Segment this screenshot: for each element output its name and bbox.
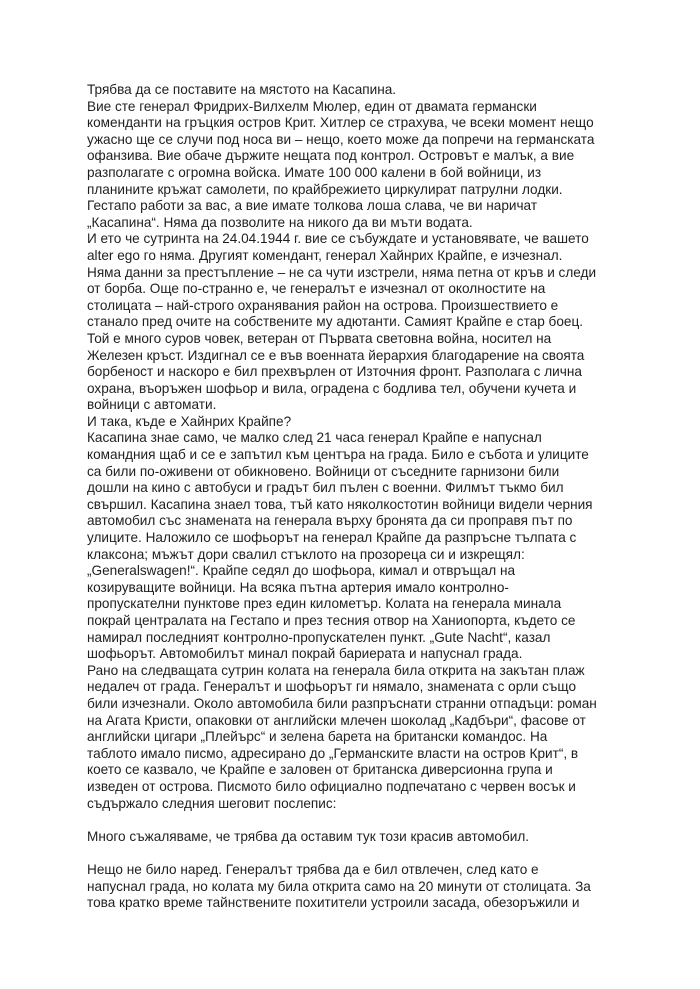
text-line: покрай централата на Гестапо и през тесния отвор на Ханиопорта, където се: [87, 613, 576, 628]
text-line: Много съжаляваме, че трябва да оставим тук този красив автомобил.: [87, 828, 530, 844]
text-line: ужасно ще се случи под носа ви – нещо, което може да попречи на германската: [87, 131, 595, 147]
document-body: [87, 82, 617, 912]
text-line: от борба. Още по-странно е, че генералът е изчезнал от околностите на: [87, 281, 546, 297]
text-line: свършил. Касапина знаел това, тъй като няколкостотин войници видели черния: [87, 496, 593, 512]
text-line: дошли на кино с автобуси и градът бил пълен с военни. Филмът тъкмо бил: [87, 480, 564, 496]
text-line: станало пред очите на собствените му адютанти. Самият Крайпе е стар боец.: [87, 314, 584, 330]
text-line: Нещо не било наред. Генералът трябва да е бил отвлечен, след като е: [87, 861, 539, 877]
text-line: „Generalswagen!“. Крайпе седял до шофьора, кимал и отвръщал на: [87, 563, 516, 579]
text-line: Гестапо работи за вас, а вие имате толкова лоша слава, че ви наричат: [87, 198, 538, 214]
text-line: Вие сте генерал Фридрих-Вилхелм Мюлер, един от двамата германски: [87, 98, 537, 114]
text-line: Касапина знае само, че малко след 21 часа генерал Крайпе е напуснал: [87, 430, 542, 446]
text-line: козируващите войници. На всяка пътна артерия имало контролно-: [87, 579, 509, 595]
paragraph-gap: [87, 845, 617, 862]
text-line: Той е много суров човек, ветеран от Първата световна война, носител на: [87, 330, 552, 346]
paragraph-main: [87, 82, 617, 812]
text-line: охрана, въоръжен шофьор и вила, оградена с бодлива тел, обучени кучета и: [87, 380, 577, 396]
text-line: командния щаб и се е запътил към центъра на града. Било е събота и улиците: [87, 447, 589, 463]
text-line: Железен кръст. Издигнал се е във военната йерархия благодарение на своята: [87, 347, 585, 363]
paragraph-postscript: [87, 829, 617, 846]
text-line: офанзива. Вие обаче държите нещата под контрол. Островът е малък, а вие: [87, 148, 575, 164]
text-line: намирал последният контролно-пропускателен пункт. „Gute Nacht“, казал: [87, 629, 551, 645]
text-line: съдържало следния шеговит послепис:: [87, 795, 337, 811]
text-line: това кратко време тайнствените похитители устроили засада, обезоръжили и: [87, 895, 580, 911]
text-line: Рано на следващата сутрин колата на генерала била открита на закътан плаж: [87, 662, 585, 678]
text-line: клаксона; мъжът дори свалил стъклото на прозореца си и изкрещял:: [87, 546, 525, 562]
paragraph-continuation: [87, 862, 617, 912]
text-line: недалеч от града. Генералът и шофьорът ги нямало, знамената с орли също: [87, 679, 577, 695]
text-line: планините кръжат самолети, по крайбрежието циркулират патрулни лодки.: [87, 181, 563, 197]
text-line: пропускателни пунктове през един километър. Колата на генерала минала: [87, 596, 562, 612]
text-line: са били по-оживени от обикновено. Войници от съседните гарнизони били: [87, 463, 560, 479]
text-line: Няма данни за престъпление – не са чути изстрели, няма петна от кръв и следи: [87, 264, 597, 280]
text-line: автомобил със знамената на генерала върху бронята да си проправя път по: [87, 513, 573, 529]
text-line: били изчезнали. Около автомобила били разпръснати странни отпадъци: роман: [87, 695, 597, 711]
text-line: шофьорът. Автомобилът минал покрай бариерата и напуснал града.: [87, 646, 523, 662]
text-line: борбеност и наскоро е бил прехвърлен от Източния фронт. Разполага с лична: [87, 364, 582, 380]
text-line: изведен от острова. Писмото било официално подпечатано с червен восък и: [87, 778, 576, 794]
text-line: войници с автомати.: [87, 397, 217, 413]
paragraph-gap: [87, 812, 617, 829]
text-line: alter ego го няма. Другият комендант, генерал Хайнрих Крайпе, е изчезнал.: [87, 247, 563, 263]
text-line: коменданти на гръцкия остров Крит. Хитлер се страхува, че всеки момент нещо: [87, 115, 594, 131]
text-line: английски цигари „Плейърс“ и зелена барета на британски командос. На: [87, 729, 548, 745]
text-line: Трябва да се поставите на мястото на Касапина.: [87, 82, 397, 97]
text-line: И така, къде е Хайнрих Крайпе?: [87, 413, 292, 429]
text-line: таблото имало писмо, адресирано до „Германските власти на остров Крит“, в: [87, 745, 579, 761]
text-line: разполагате с огромна войска. Имате 100 000 калени в бой войници, из: [87, 164, 542, 180]
text-line: което се казвало, че Крайпе е заловен от британска диверсионна група и: [87, 762, 553, 778]
text-line: напуснал града, но колата му била открита само на 20 минути от столицата. За: [87, 878, 591, 894]
text-line: „Касапина“. Няма да позволите на никого да ви мъти водата.: [87, 214, 473, 230]
text-line: на Агата Кристи, опаковки от английски млечен шоколад „Кадбъри“, фасове от: [87, 712, 586, 728]
text-line: столицата – най-строго охранявания район на острова. Произшествието е: [87, 297, 559, 313]
text-line: И ето че сутринта на 24.04.1944 г. вие се събуждате и установявате, че вашето: [87, 231, 589, 247]
text-line: улиците. Наложило се шофьорът на генерал Крайпе да разпръсне тълпата с: [87, 530, 577, 546]
